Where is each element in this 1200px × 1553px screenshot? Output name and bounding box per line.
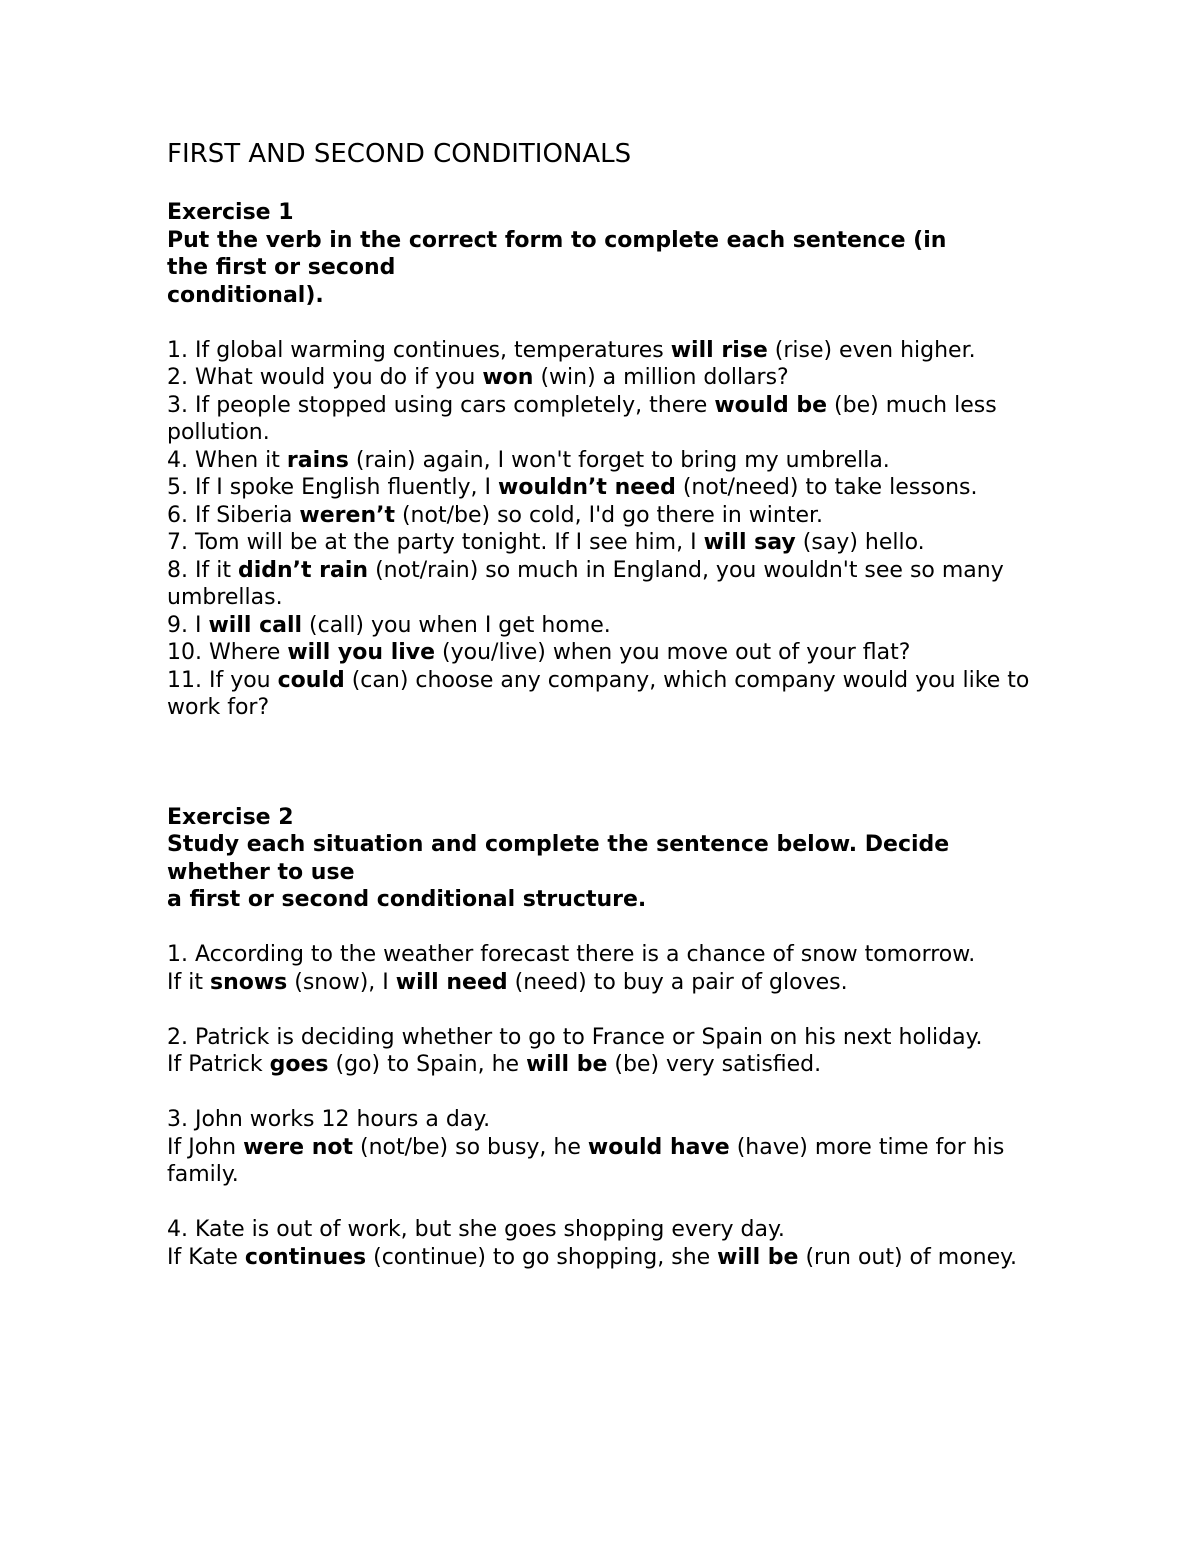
exercise-1-item — [167, 667, 1047, 722]
situation-text: 2. Patrick is deciding whether to go to France or Spain on his next holiday. — [167, 1024, 983, 1050]
exercise-1-item — [167, 364, 1047, 392]
answer-text: will you live — [287, 640, 436, 665]
sentence-text: (go) to Spain, he — [328, 1052, 527, 1077]
document-page — [167, 136, 1047, 1271]
sentence-text: 7. Tom will be at the party tonight. If I see him, I — [167, 530, 704, 555]
sentence-text: (you/live) when you move out of your flat? — [435, 640, 911, 665]
answer-text: were not — [243, 1134, 354, 1160]
exercise-2-list — [167, 941, 1047, 1271]
exercise-1-item — [167, 639, 1047, 667]
sentence-text: (have) more time for his family. — [167, 1134, 1005, 1187]
sentence-text: (rise) even higher. — [767, 337, 976, 363]
sentence-text: 9. I — [167, 612, 209, 638]
sentence-text: (rain) again, I won't forget to bring my umbrella. — [348, 447, 890, 473]
exercise-2-item — [167, 941, 1047, 996]
exercise-2-instructions-line: whether to use — [167, 859, 355, 885]
sentence-text: (not/be) so busy, he — [353, 1134, 588, 1160]
exercise-1-instructions-line: conditional). — [167, 282, 324, 308]
answer-text: will be — [526, 1052, 608, 1077]
exercise-1-item — [167, 557, 1047, 612]
sentence-text: (say) hello. — [795, 530, 925, 555]
conditional-sentence — [167, 1244, 1047, 1272]
answer-text: rains — [286, 447, 349, 473]
answer-text: continues — [244, 1244, 367, 1270]
sentence-text: 5. If I spoke English fluently, I — [167, 475, 498, 500]
sentence-text: 3. If people stopped using cars completely, there — [167, 392, 715, 418]
sentence-text: (continue) to go shopping, she — [366, 1244, 718, 1270]
exercise-1-item — [167, 474, 1047, 502]
exercise-1-section — [167, 199, 1047, 722]
exercise-1-item — [167, 447, 1047, 475]
sentence-text: 8. If it — [167, 557, 238, 583]
sentence-text: 6. If Siberia — [167, 502, 300, 528]
sentence-text: (can) choose any company, which company would you like to work for? — [167, 667, 1030, 720]
exercise-1-list — [167, 337, 1047, 722]
exercise-2-instructions-line: Study each situation and complete the sentence below. Decide — [167, 832, 950, 857]
sentence-text: 1. If global warming continues, temperatures — [167, 337, 671, 363]
sentence-text: (be) much less pollution. — [167, 392, 997, 445]
answer-text: wouldn’t need — [498, 475, 676, 500]
answer-text: could — [277, 667, 345, 693]
answer-text: will say — [703, 530, 796, 555]
situation-text: 1. According to the weather forecast there is a chance of snow tomorrow. — [167, 942, 976, 967]
exercise-1-instructions-line: Put the verb in the correct form to complete each sentence (in — [167, 227, 947, 253]
sentence-text: 10. Where — [167, 640, 288, 665]
exercise-1-item — [167, 392, 1047, 447]
answer-text: would have — [587, 1134, 730, 1160]
sentence-text: 11. If you — [167, 667, 278, 693]
answer-text: didn’t rain — [237, 557, 369, 583]
exercise-2-item — [167, 1024, 1047, 1079]
answer-text: will rise — [670, 337, 768, 363]
sentence-text: If it — [167, 969, 210, 995]
exercise-2-section — [167, 804, 1047, 1272]
exercise-1-item — [167, 337, 1047, 365]
exercise-1-item — [167, 529, 1047, 557]
answer-text: won — [482, 365, 534, 390]
sentence-text: (not/be) so cold, I'd go there in winter. — [394, 502, 823, 528]
sentence-text: If Patrick — [167, 1052, 270, 1077]
document-title: FIRST AND SECOND CONDITIONALS — [167, 139, 632, 169]
answer-text: snows — [209, 969, 288, 995]
answer-text: goes — [269, 1052, 329, 1077]
exercise-2-heading: Exercise 2 — [167, 804, 294, 830]
sentence-text: 2. What would you do if you — [167, 365, 483, 390]
sentence-text: (win) a million dollars? — [533, 365, 789, 390]
sentence-text: (need) to buy a pair of gloves. — [507, 969, 848, 995]
conditional-sentence — [167, 969, 1047, 997]
exercise-1-instructions-line: the first or second — [167, 255, 396, 280]
answer-text: will call — [208, 612, 303, 638]
conditional-sentence — [167, 1051, 1047, 1079]
situation-text: 4. Kate is out of work, but she goes shopping every day. — [167, 1217, 785, 1242]
answer-text: will need — [395, 969, 508, 995]
answer-text: would be — [714, 392, 828, 418]
answer-text: will be — [717, 1244, 799, 1270]
sentence-text: (call) you when I get home. — [302, 612, 611, 638]
situation-text: 3. John works 12 hours a day. — [167, 1107, 491, 1132]
exercise-2-item — [167, 1216, 1047, 1271]
sentence-text: 4. When it — [167, 447, 287, 473]
sentence-text: (not/rain) so much in England, you wouldn't see so many umbrellas. — [167, 557, 1004, 610]
sentence-text: (not/need) to take lessons. — [675, 475, 978, 500]
sentence-text: If Kate — [167, 1244, 245, 1270]
sentence-text: (be) very satisfied. — [607, 1052, 822, 1077]
sentence-text: (snow), I — [287, 969, 396, 995]
exercise-1-heading: Exercise 1 — [167, 200, 294, 225]
exercise-2-item — [167, 1106, 1047, 1189]
exercise-1-item — [167, 612, 1047, 640]
sentence-text: (run out) of money. — [798, 1244, 1018, 1270]
answer-text: weren’t — [299, 502, 395, 528]
exercise-1-item — [167, 502, 1047, 530]
conditional-sentence — [167, 1134, 1047, 1189]
exercise-2-instructions-line: a first or second conditional structure. — [167, 887, 647, 912]
sentence-text: If John — [167, 1134, 244, 1160]
